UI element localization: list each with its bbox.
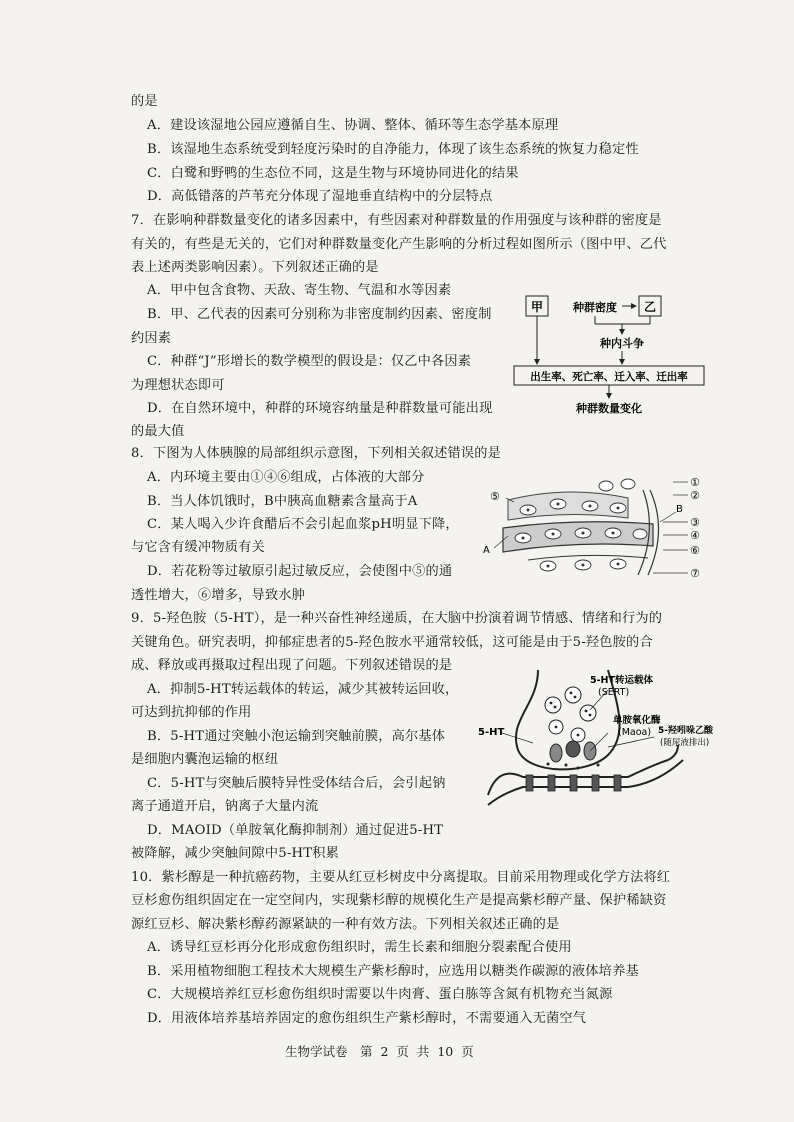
factor-yi-label: 乙 [643, 300, 657, 314]
question-10-stem: 豆杉愈伤组织固定在一定空间内，实现紫杉醇的规模化生产是提高紫杉醇产量、保护稀缺资 [131, 893, 667, 908]
question-7-stem: 有关的，有些是无关的，它们对种群数量变化产生影响的分析过程如图所示（图中甲、乙代 [131, 237, 667, 252]
option-line: D．若花粉等过敏原引起过敏反应，会使图中⑤的通 [147, 564, 453, 579]
option-line: 可达到抗抑郁的作用 [131, 705, 252, 720]
option-line: D．高低错落的芦苇充分体现了湿地垂直结构中的分层特点 [147, 189, 493, 204]
label-1: ① [690, 476, 700, 489]
option-line: A．内环境主要由①④⑥组成，占体液的大部分 [147, 470, 425, 485]
question-7-stem: 表上述两类影响因素）。下列叙述正确的是 [131, 260, 379, 275]
sert-abbr-label: (SERT) [598, 687, 630, 698]
option-line: A．诱导红豆杉再分化形成愈伤组织时，需生长素和细胞分裂素配合使用 [147, 940, 572, 955]
option-line: B．当人体饥饿时，B中胰高血糖素含量高于A [147, 494, 418, 509]
synapse-diagram [478, 665, 723, 825]
competition-label: 种内斗争 [600, 337, 644, 350]
factor-jia-label: 甲 [530, 300, 544, 314]
label-6: ⑥ [690, 544, 700, 557]
product-note-label: (随尿液排出) [660, 738, 710, 748]
label-3: ③ [690, 516, 700, 529]
label-4: ④ [690, 529, 700, 542]
question-9-stem: 成、释放或再摄取过程出现了问题。下列叙述错误的是 [131, 658, 453, 673]
question-8-stem: 8．下图为人体胰腺的局部组织示意图，下列相关叙述错误的是 [131, 446, 502, 461]
option-line: A．甲中包含食物、天敌、寄生物、气温和水等因素 [147, 283, 452, 298]
text-line: 的是 [131, 94, 158, 109]
maoa-abbr-label: (Maoa) [618, 727, 652, 738]
option-line: D．用液体培养基培养固定的愈伤组织生产紫杉醇时，不需要通入无菌空气 [147, 1011, 587, 1026]
population-factor-diagram [510, 290, 710, 420]
option-line: D．在自然环境中，种群的环境容纳量是种群数量可能出现 [147, 401, 493, 416]
option-line: C．5-HT与突触后膜特异性受体结合后，会引起钠 [147, 776, 446, 791]
population-change-label: 种群数量变化 [576, 402, 642, 415]
rates-label: 出生率、死亡率、迁入率、迁出率 [530, 371, 688, 383]
option-line: 与它含有缓冲物质有关 [131, 540, 265, 555]
option-line: B．采用植物细胞工程技术大规模生产紫杉醇时，应选用以糖类作碳源的液体培养基 [147, 964, 639, 979]
label-5: ⑤ [490, 490, 500, 503]
option-line: 约因素 [131, 331, 172, 346]
product-label: 5-羟吲哚乙酸 [658, 726, 713, 736]
density-label: 种群密度 [573, 301, 617, 314]
option-line: 的最大值 [131, 424, 185, 439]
option-line: C．种群“J”形增长的数学模型的假设是：仅乙中各因素 [147, 354, 472, 369]
question-7-stem: 7．在影响种群数量变化的诸多因素中，有些因素对种群数量的作用强度与该种群的密度是 [131, 213, 662, 228]
option-line: A．抑制5-HT转运载体的转运，减少其被转运回收， [147, 682, 459, 697]
question-10-stem: 10．紫杉醇是一种抗癌药物，主要从红豆杉树皮中分离提取。目前采用物理或化学方法将红 [131, 870, 671, 885]
option-line: 为理想状态即可 [131, 378, 225, 393]
option-line: A．建设该湿地公园应遵循自生、协调、整体、循环等生态学基本原理 [147, 118, 559, 133]
option-line: 被降解，减少突触间隙中5-HT积累 [131, 846, 339, 861]
question-10-stem: 源红豆杉、解决紫杉醇药源紧缺的一种有效方法。下列相关叙述正确的是 [131, 917, 560, 932]
option-line: B．该湿地生态系统受到轻度污染时的自净能力，体现了该生态系统的恢复力稳定性 [147, 142, 639, 157]
option-line: B．甲、乙代表的因素可分别称为非密度制约因素、密度制 [147, 307, 492, 322]
question-9-stem: 9．5-羟色胺（5-HT），是一种兴奋性神经递质，在大脑中扮演着调节情感、情绪和行为的 [131, 611, 663, 626]
sert-label: 5-HT转运载体 [590, 675, 653, 686]
label-2: ② [690, 489, 700, 502]
option-line: C．白鹭和野鸭的生态位不同，这是生物与环境协同进化的结果 [147, 166, 519, 181]
page-footer: 生物学试卷 第 2 页 共 10 页 [285, 1044, 474, 1059]
option-line: 离子通道开启，钠离子大量内流 [131, 799, 319, 814]
option-line: D．MAOID（单胺氧化酶抑制剂）通过促进5-HT [147, 823, 444, 838]
maoa-label: 单胺氧化酶 [613, 715, 661, 726]
option-line: C．大规模培养红豆杉愈伤组织时需要以牛肉膏、蛋白胨等含氮有机物充当氮源 [147, 987, 613, 1002]
question-9-stem: 关键角色。研究表明，抑郁症患者的5-羟色胺水平通常较低，这可能是由于5-羟色胺的合 [131, 635, 653, 650]
option-line: 是细胞内囊泡运输的枢纽 [131, 752, 279, 767]
option-line: 透性增大，⑥增多，导致水肿 [131, 588, 306, 603]
label-b: B [676, 504, 683, 515]
pancreas-tissue-diagram [478, 470, 718, 590]
label-7: ⑦ [690, 567, 700, 580]
serotonin-label: 5-HT [478, 727, 505, 738]
option-line: B．5-HT通过突触小泡运输到突触前膜，高尔基体 [147, 729, 446, 744]
option-line: C．某人喝入少许食醋后不会引起血浆pH明显下降， [147, 517, 459, 532]
label-a: A [483, 545, 490, 556]
